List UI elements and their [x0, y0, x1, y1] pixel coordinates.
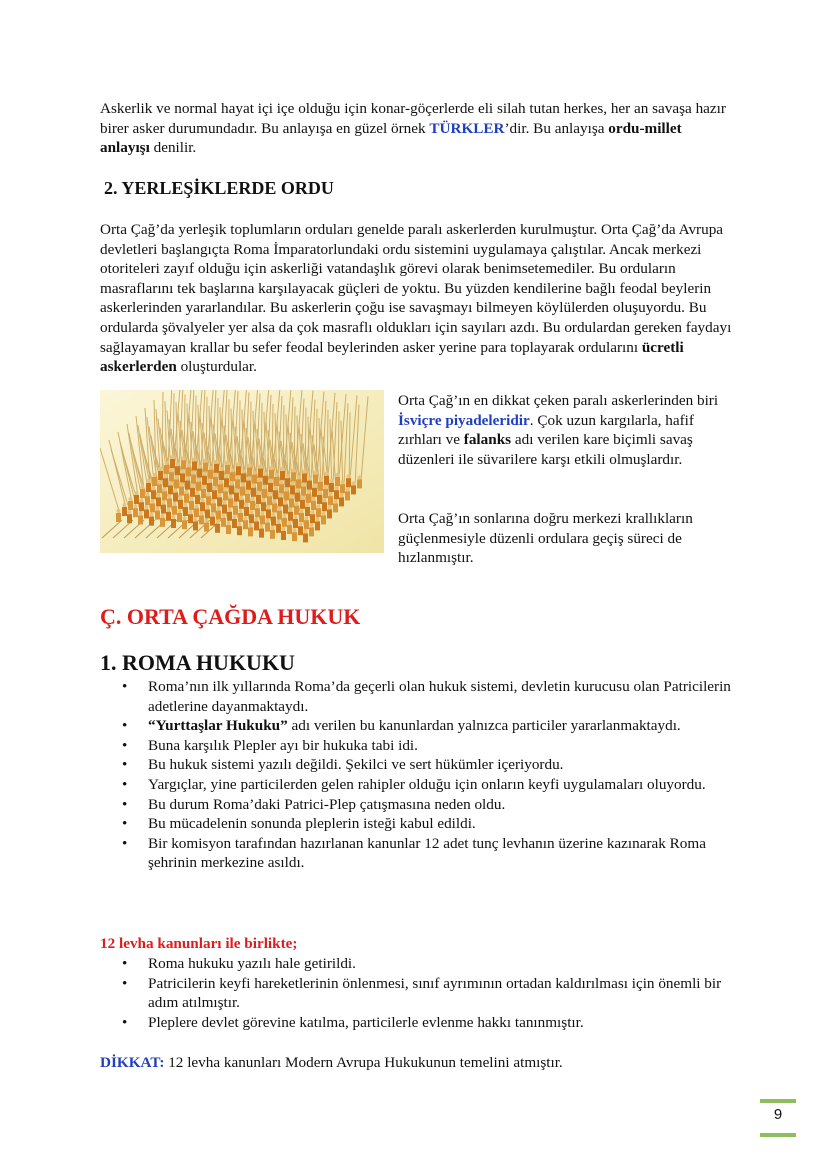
side-text-1: Orta Çağ’ın en dikkat çeken paralı askerlerinden biri [398, 392, 719, 409]
list-item [100, 775, 732, 795]
list-item [100, 736, 732, 756]
side-text-2: . Çok uzun kargılarla, hafif zırhları ve [398, 411, 694, 449]
list-item-text: Roma’nın ilk yıllarında Roma’da geçerli olan hukuk sistemi, devletin kurucusu olan Patricilerin adetlerine dayanmaktaydı. [148, 678, 731, 715]
bullet-icon: • [122, 815, 128, 833]
list-item-text: Patricilerin keyfi hareketlerinin önlenmesi, sınıf ayrımının ortadan kaldırılması için önemli bir adım atılmıştır. [148, 974, 722, 1012]
isvicre-piyadeleri-highlight: İsviçre piyadeleridir [398, 411, 530, 429]
dikkat-note [100, 1053, 732, 1073]
isvicre-piyadeleri-paragraph [398, 391, 738, 469]
list-item-text: Buna karşılık Plepler ayı bir hukuka tabi idi. [148, 736, 418, 754]
intro-paragraph [100, 99, 732, 158]
list-item-text: Bu hukuk sistemi yazılı değildi. Şekilci ve sert hükümler içeriyordu. [148, 756, 564, 774]
yerlesiklerde-ordu-paragraph [100, 220, 732, 377]
bullet-icon: • [122, 717, 128, 735]
page-number-bottom-bar [760, 1133, 796, 1137]
pikemen-phalanx-illustration [100, 390, 384, 553]
bullet-icon: • [122, 795, 128, 813]
intro-text-1: Askerlik ve normal hayat içi içe olduğu için konar-göçerlerde eli silah tutan herkes, her an savaşa hazır birer asker durumundadır. Bu anlayışa en güzel örnek [100, 100, 726, 137]
list-item-text: Pleplere devlet görevine katılma, particilerle evlenme hakkı tanınmıştır. [148, 1013, 584, 1031]
duzenli-ordular-paragraph: Orta Çağ’ın sonlarına doğru merkezi krallıkların güçlenmesiyle düzenli ordulara geçiş süreci de hızlanmıştır. [398, 510, 693, 567]
bullet-icon: • [122, 775, 128, 793]
list-item-text: Bir komisyon tarafından hazırlanan kanunlar 12 adet tunç levhanın üzerine kazınarak Roma şehrinin merkezine asıldı. [148, 834, 706, 872]
roma-hukuku-list [100, 677, 732, 873]
list-item [100, 954, 732, 974]
bullet-icon: • [122, 678, 128, 695]
phalanx-drawing [100, 390, 384, 553]
intro-text-2: ’dir. Bu anlayışa [504, 119, 609, 137]
list-item [100, 814, 732, 834]
list-item [100, 716, 732, 736]
list-item-text: Bu durum Roma’daki Patrici-Plep çatışmasına neden oldu. [148, 795, 506, 813]
bullet-icon: • [122, 974, 128, 992]
list-item [100, 974, 732, 1013]
page-number: 9 [773, 1106, 783, 1123]
levha-kanunlari-list [100, 954, 732, 1032]
bullet-icon: • [122, 736, 128, 754]
list-item [100, 834, 732, 873]
bullet-icon: • [122, 834, 128, 852]
dikkat-text: 12 levha kanunları Modern Avrupa Hukukunun temelini atmıştır. [164, 1054, 563, 1071]
list-item-text: adı verilen bu kanunlardan yalnızca particiler yararlanmaktaydı. [287, 717, 681, 735]
intro-text-3: denilir. [149, 139, 197, 157]
levha-kanunlari-heading: 12 levha kanunları ile birlikte; [100, 935, 298, 952]
yurttaslar-hukuku-term: “Yurttaşlar Hukuku” [148, 717, 288, 735]
falanks-term: falanks [463, 431, 512, 449]
list-item [100, 677, 732, 716]
dikkat-label: DİKKAT: [100, 1054, 165, 1071]
list-item-text: Yargıçlar, yine particilerden gelen rahipler olduğu için onların keyfi uygulamaları oluyordu. [148, 775, 706, 793]
section-heading-orta-cagda-hukuk: Ç. ORTA ÇAĞDA HUKUK [100, 604, 361, 629]
bullet-icon: • [122, 955, 128, 972]
bullet-icon: • [122, 756, 128, 774]
section-heading-yerlesiklerde-ordu: 2. YERLEŞİKLERDE ORDU [104, 178, 334, 198]
side-text-3: adı verilen kare biçimli savaş düzenleri ile süvarilere karşı etkili olmuşlardır. [398, 431, 693, 468]
page-number-top-bar [760, 1099, 796, 1103]
section-heading-roma-hukuku: 1. ROMA HUKUKU [100, 650, 295, 675]
list-item [100, 795, 732, 815]
list-item-text: Roma hukuku yazılı hale getirildi. [148, 955, 356, 972]
list-item [100, 1013, 732, 1033]
ucretli-askerler-term: ücretli askerlerden [100, 338, 684, 376]
ordu-millet-term: ordu-millet anlayışı [100, 119, 682, 157]
turkler-highlight: TÜRKLER [429, 119, 505, 137]
list-item-text: Bu mücadelenin sonunda pleplerin isteği kabul edildi. [148, 815, 476, 833]
yerlesiklerde-text-end: oluşturdular. [176, 358, 257, 376]
bullet-icon: • [122, 1013, 128, 1031]
list-item [100, 755, 732, 775]
yerlesiklerde-text: Orta Çağ’da yerleşik toplumların orduları genelde paralı askerlerden kurulmuştur. Orta Çağ’da Avrupa devletleri başlangıçta Roma İmparatorlundaki ordu sistemini uygulamaya çalıştılar. Ancak merkezi otoriteleri zayıf olduğu için askerliği vatandaşlık görevi olarak benimsetemediler. Bu orduların masraflarını tek başlarına karşılayacak güçleri de yoktu. Bu yüzden kendilerine bağlı feodal beylerin askerlerinden yararlandılar. Bu askerlerin çoğu ise savaşmayı bilmeyen köylülerden oluşuyordu. Bu ordularda şövalyeler yer alsa da çok masraflı oldukları için sayıları azdı. Bu ordulardan gereken faydayı sağlayamayan krallar bu sefer feodal beylerinden asker yerine para toplayarak ordularını [100, 221, 732, 356]
